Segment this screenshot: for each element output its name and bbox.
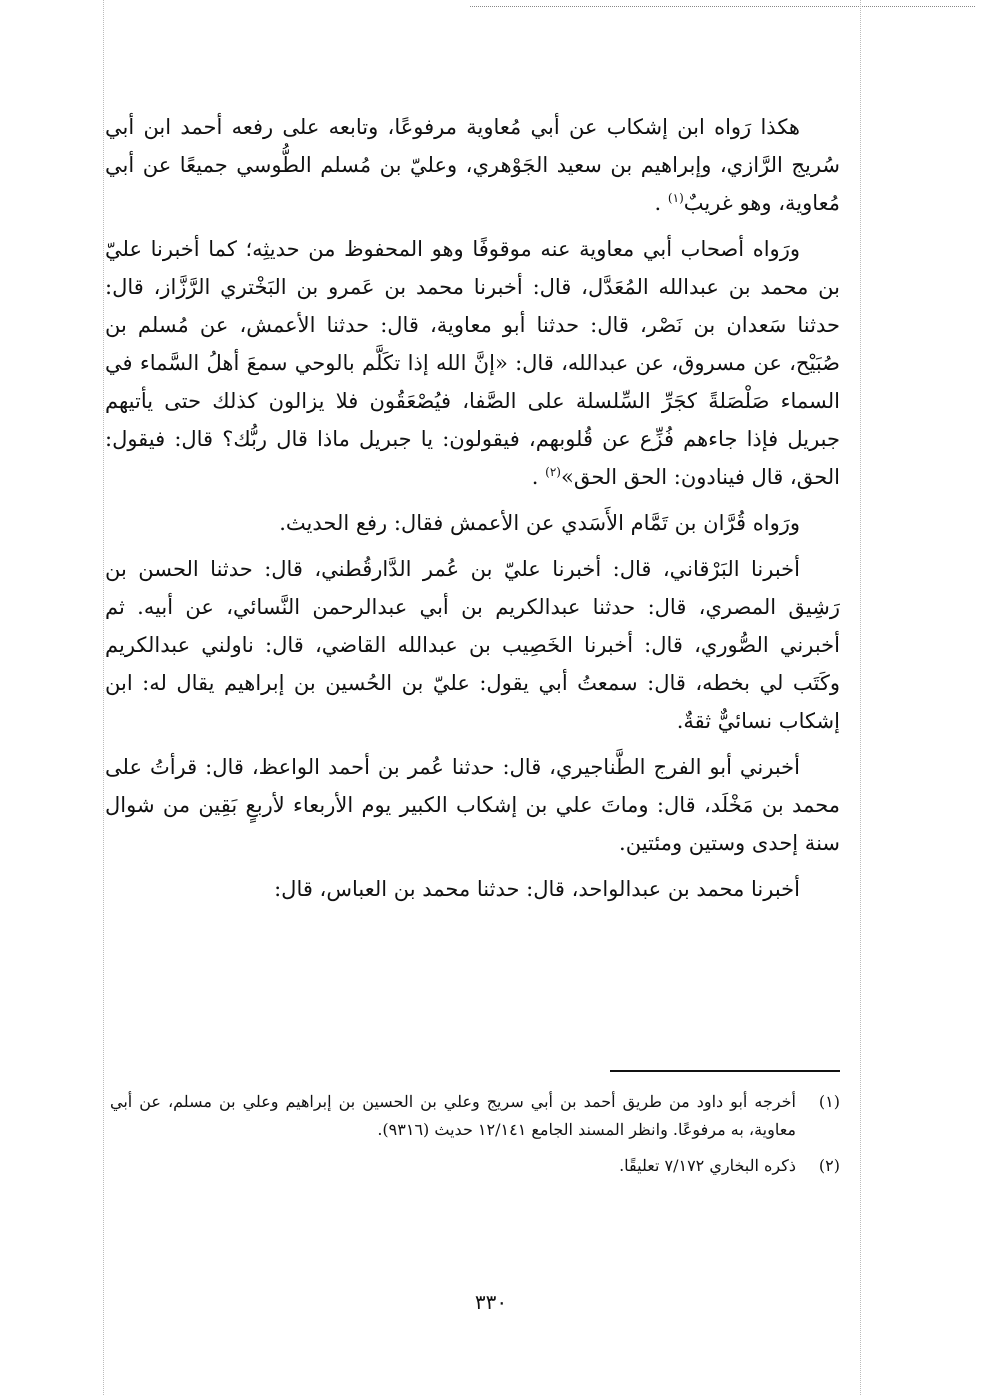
paragraph-2-end: .: [531, 465, 539, 489]
paragraph-4: أخبرنا البَرْقاني، قال: أخبرنا عليّ بن عُمر الدَّارقُطني، قال: حدثنا الحسن بن رَشِيق المصري، قال: حدثنا عبدالكريم بن أبي عبدالرحمن النَّسائي، عن أبيه. ثم أخبرني الصُّوري، قال: أخبرنا الخَصِيب بن عبدالله القاضي، قال: ناولني عبدالكريم وكَتَب لي بخطه، قال: سمعتُ أبي يقول: عليّ بن الحُسين بن إبراهيم يقال له: ابن إشكاب نسائيٌّ ثقةٌ.: [105, 557, 840, 733]
footnote-1-number: (١): [818, 1092, 840, 1111]
top-rule: [470, 6, 975, 7]
footnote-2: [110, 1152, 840, 1180]
page-body: [105, 108, 840, 908]
page-number: ٣٣٠: [474, 1290, 508, 1314]
paragraph-6: أخبرنا محمد بن عبدالواحد، قال: حدثنا محمد بن العباس، قال:: [274, 877, 800, 901]
footnote-ref-1: (١): [667, 191, 684, 205]
paragraph-2-text: ورَواه أصحاب أبي معاوية عنه موقوفًا وهو المحفوظ من حديثِه؛ كما أخبرنا عليّ بن محمد بن عبدالله المُعَدَّل، قال: أخبرنا محمد بن عَمرو بن البَخْتري الرَّزَّاز، قال: حدثنا سَعدان بن نَصْر، قال: حدثنا أبو معاوية، قال: حدثنا الأعمش، عن مُسلم بن صُبَيْح، عن مسروق، عن عبدالله، قال: «إنَّ الله إذا تكَلَّم بالوحي سمعَ أهلُ السَّماء في السماء صَلْصَلةً كجَرِّ السِّلسلة على الصَّفا، فيُصْعَقُون فلا يزالون كذلك حتى يأتيهم جبريل فإذا جاءهم فُزِّع عن قُلوبهم، فيقولون: يا جبريل ماذا قال ربُّك؟ قال: فيقول: الحق، قال فينادون: الحق الحق»: [105, 237, 840, 489]
paragraph-2: [105, 230, 840, 496]
margin-guide-left: [103, 0, 104, 1395]
footnote-ref-2: (٢): [545, 465, 561, 479]
footnote-separator: [610, 1070, 840, 1072]
paragraph-5: أخبرني أبو الفرج الطَّناجيري، قال: حدثنا عُمر بن أحمد الواعظ، قال: قرأتُ على محمد بن مَخْلَد، قال: وماتَ علي بن إشكاب الكبير يوم الأربعاء لأربعٍ بَقِين من شوال سنة إحدى وستين ومئتين.: [105, 755, 840, 855]
footnote-2-text: ذكره البخاري ٧/١٧٢ تعليقًا.: [619, 1156, 796, 1175]
paragraph-1-end: .: [654, 191, 662, 215]
paragraph-1: [105, 108, 840, 222]
margin-guide-right: [860, 0, 861, 1395]
paragraph-1-text: هكذا رَواه ابن إشكاب عن أبي مُعاوية مرفوعًا، وتابعه على رفعه أحمد ابن أبي سُريج الرَّازي، وإبراهيم بن سعيد الجَوْهري، وعليّ بن مُسلم الطُّوسي جميعًا عن أبي مُعاوية، وهو غريبٌ: [105, 115, 840, 215]
footnote-1-text: أخرجه أبو داود من طريق أحمد بن أبي سريج وعلي بن الحسين بن إبراهيم وعلي بن مسلم، عن أبي معاوية، به مرفوعًا. وانظر المسند الجامع ١٢/١٤١ حديث (٩٣١٦).: [110, 1092, 796, 1139]
footnote-2-number: (٢): [818, 1156, 840, 1175]
paragraph-3: ورَواه قُرَّان بن تَمَّام الأَسَدي عن الأعمش فقال: رفع الحديث.: [279, 511, 800, 535]
footnotes: [110, 1088, 840, 1188]
footnote-1: [110, 1088, 840, 1144]
